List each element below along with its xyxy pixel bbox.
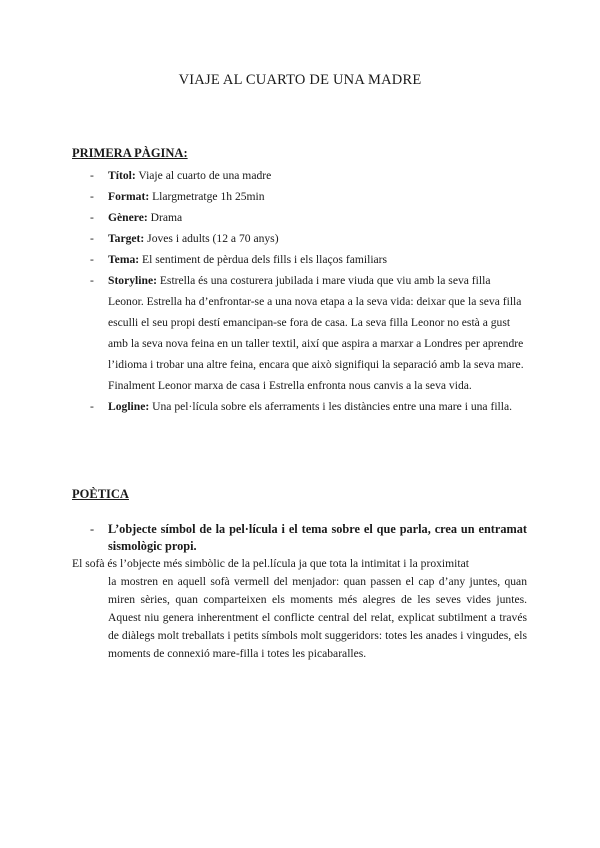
- list-item: [72, 165, 527, 186]
- section-heading-primera-pagina: PRIMERA PÀGINA:: [72, 146, 188, 160]
- bullet-dash: -: [90, 253, 94, 266]
- bullet-dash: -: [90, 522, 95, 536]
- list-item-text: Estrella és una costurera jubilada i mare viuda que viu amb la seva filla Leonor. Estrella ha d’enfrontar-se a una nova etapa a la seva vida: deixar que la seva filla esculli el seu propi destí emancipan-se fora de casa. La seva filla Leonor no està a gust amb la seva nova feina en un taller textil, així que aspira a marxar a Londres per aprendre l’idioma i trobar una altre feina, encara que això signifiqui la separació amb la seva mare. Finalment Leonor marxa de casa i Estrella enfronta nous canvis a la seva vida.: [108, 274, 524, 392]
- document-title: VIAJE AL CUARTO DE UNA MADRE: [178, 72, 422, 88]
- list-item-label: Logline:: [108, 400, 150, 413]
- list-item-text: Drama: [147, 211, 183, 224]
- poetica-bullet: [90, 521, 527, 555]
- poetica-paragraph-first-line: El sofà és l’objecte més simbòlic de la pel.lícula ja que tota la intimitat i la proximitat: [72, 557, 469, 570]
- bullet-dash: -: [90, 169, 94, 182]
- list-item-text: Una pel·lícula sobre els aferraments i les distàncies entre una mare i una filla.: [149, 400, 513, 413]
- list-item: [72, 249, 527, 270]
- list-item-text: Joves i adults (12 a 70 anys): [144, 232, 279, 245]
- bullet-dash: -: [90, 190, 94, 203]
- section-heading-poetica: POÈTICA: [72, 487, 129, 501]
- bullet-dash: -: [90, 274, 94, 287]
- list-item-text: Viaje al cuarto de una madre: [135, 169, 272, 182]
- list-item-label: Gènere:: [108, 211, 148, 224]
- list-item: [72, 186, 527, 207]
- poetica-paragraph-body: la mostren en aquell sofà vermell del menjador: quan passen el cap d’any juntes, quan miren sèries, quan comparteixen els moments més alegres de les seves vides juntes. Aquest niu genera inherentment el conflicte central del relat, explicat subtilment a través de diàlegs molt treballats i petits símbols molt suggeridors: totes les anades i vingudes, els moments de connexió mare-filla i totes les picabaralles.: [108, 575, 527, 660]
- list-item: [72, 396, 527, 417]
- list-item-label: Títol:: [108, 169, 136, 182]
- poetica-bullet-text: L’objecte símbol de la pel·lícula i el tema sobre el que parla, crea un entramat sismològic propi.: [108, 522, 527, 553]
- list-item-label: Format:: [108, 190, 150, 203]
- bullet-dash: -: [90, 400, 94, 413]
- info-list: [72, 165, 527, 417]
- list-item-label: Tema:: [108, 253, 140, 266]
- list-item: [72, 228, 527, 249]
- bullet-dash: -: [90, 211, 94, 224]
- list-item-label: Storyline:: [108, 274, 157, 287]
- poetica-paragraph: [72, 555, 527, 663]
- list-item-text: Llargmetratge 1h 25min: [149, 190, 265, 203]
- list-item: [72, 270, 527, 396]
- list-item-label: Target:: [108, 232, 145, 245]
- list-item: [72, 207, 527, 228]
- bullet-dash: -: [90, 232, 94, 245]
- list-item-text: El sentiment de pèrdua dels fills i els llaços familiars: [139, 253, 388, 266]
